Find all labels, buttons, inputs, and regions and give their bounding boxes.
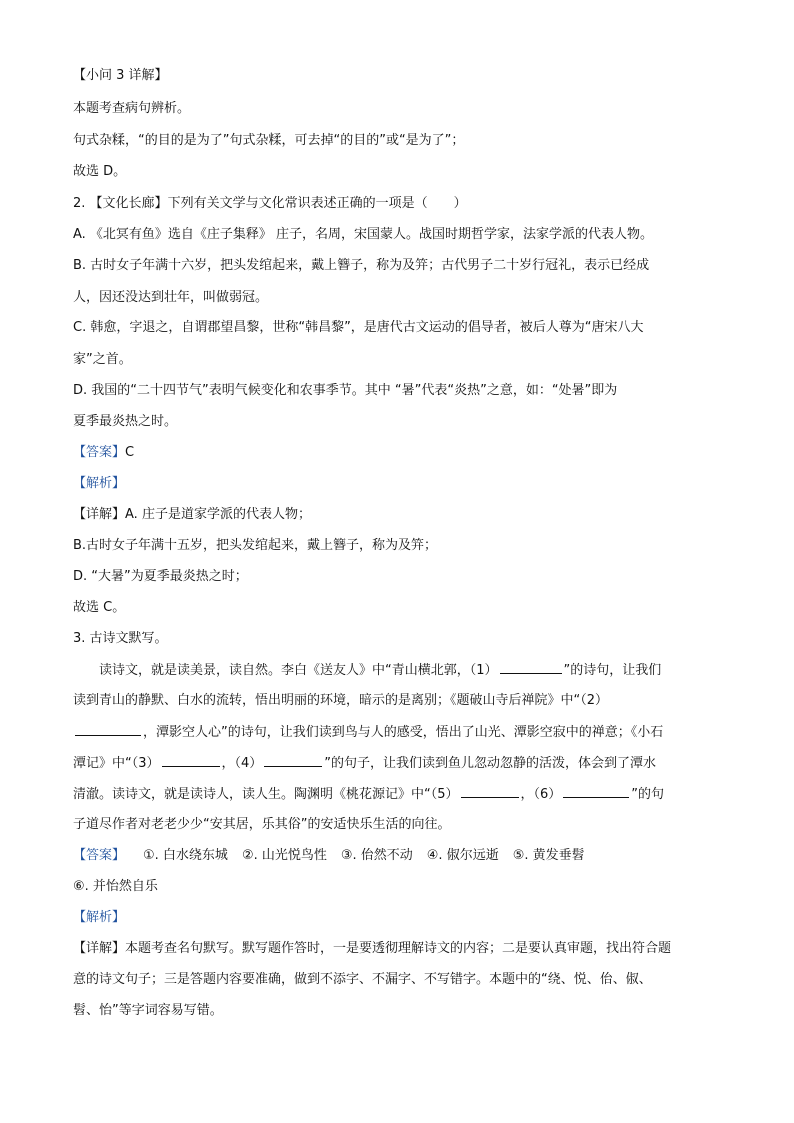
q2-option-c-cont: 家”之首。 xyxy=(73,352,132,367)
q2-option-c: C. 韩愈，字退之，自谓郡望昌黎，世称“韩昌黎”，是唐代古文运动的倡导者，被后人尊为“唐宋八大 xyxy=(73,320,644,335)
answer-item: ①. 白水绕东城 xyxy=(143,848,228,863)
q3-passage-line: 清澈。读诗文，就是读诗人，读人生。陶渊明《桃花源记》中“（5） ，（6） ”的句 xyxy=(73,784,733,805)
q3-analysis-tag: 【解析】 xyxy=(73,910,126,925)
q3-detail-line: 意的诗文句子；三是答题内容要准确，做到不添字、不漏字、不写错字。本题中的“绕、悦、佁、俶、 xyxy=(73,972,652,987)
answer-item: ②. 山光悦鸟性 xyxy=(241,848,327,863)
q3-detail-line: 髫、怡”等字词容易写错。 xyxy=(73,1003,223,1018)
q3-passage-line: 读到青山的静默、白水的流转，悟出明丽的环境，暗示的是离别；《题破山寺后禅院》中“（2） xyxy=(73,693,609,708)
answer-item: ⑤. 黄发垂髫 xyxy=(512,848,585,863)
q2-option-a: A. 《北冥有鱼》选自《庄子集释》 庄子，名周，宋国蒙人。战国时期哲学家，法家学派的代表人物。 xyxy=(73,227,654,242)
q2-option-d: D. 我国的“二十四节气”表明气候变化和农事季节。其中 “暑”代表“炎热”之意，如：“处暑”即为 xyxy=(73,383,618,398)
q2-option-b-cont: 人，因还没达到壮年，叫做弱冠。 xyxy=(73,290,269,305)
answer-item: ④. 俶尔远逝 xyxy=(426,848,499,863)
q2-stem-text: 下列有关文学与文化常识表述正确的一项是（ ） xyxy=(167,196,467,211)
q2-detail-line: B.古时女子年满十五岁，把头发绾起来，戴上簪子，称为及笄； xyxy=(73,538,438,553)
q3-passage-line: 潭记》中“（3） ，（4） ”的句子，让我们读到鱼儿忽动忽静的活泼，体会到了潭水 xyxy=(73,753,733,774)
q2-answer xyxy=(73,443,733,463)
q3-answer-cont: ⑥. 并怡然自乐 xyxy=(73,879,158,894)
q2-option-b: B. 古时女子年满十六岁，把头发绾起来，戴上簪子，称为及笄；古代男子二十岁行冠礼，表示已经成 xyxy=(73,258,650,273)
q2-detail xyxy=(73,505,733,525)
q2-number: 2. xyxy=(73,196,90,211)
q3-passage-line: ，潭影空人心”的诗句，让我们读到鸟与人的感受，悟出了山光、潭影空寂中的禅意；《小石 xyxy=(73,722,733,743)
answer-tag: 【答案】 xyxy=(73,445,126,460)
q2-option-d-cont: 夏季最炎热之时。 xyxy=(73,414,178,429)
detail-tag: 【详解】 xyxy=(73,507,126,522)
detail-text: 本题考查名句默写。默写题作答时，一是要透彻理解诗文的内容；二是要认真审题，找出符合题 xyxy=(125,941,672,956)
q2-stem xyxy=(73,194,733,214)
answer-tag: 【答案】 xyxy=(73,848,126,863)
q3-passage-line: 读诗文，就是读美景，读自然。李白《送友人》中“青山横北郭，（1） ”的诗句，让我们 xyxy=(99,660,759,681)
q3-detail xyxy=(73,939,733,959)
blank-1 xyxy=(500,660,562,674)
blank-2 xyxy=(75,722,141,736)
blank-3 xyxy=(162,753,220,767)
q2-analysis-tag: 【解析】 xyxy=(73,476,126,491)
blank-4 xyxy=(264,753,322,767)
q2-detail-line: 故选 C。 xyxy=(73,600,126,615)
q2-detail-line: D. “大暑”为夏季最炎热之时； xyxy=(73,569,248,584)
detail-tag: 【详解】 xyxy=(73,941,126,956)
q2-section-tag: 【文化长廊】 xyxy=(89,196,168,211)
blank-5 xyxy=(461,784,519,798)
q1-detail-line: 句式杂糅，“的目的是为了”句式杂糅，可去掉“的目的”或“是为了”； xyxy=(73,133,465,148)
q1-detail-heading: 【小问 3 详解】 xyxy=(73,68,168,83)
q3-stem: 3. 古诗文默写。 xyxy=(73,631,168,646)
q1-detail-line: 故选 D。 xyxy=(73,164,127,179)
q1-detail-line: 本题考查病句辨析。 xyxy=(73,101,191,116)
answer-item: ③. 佁然不动 xyxy=(340,848,413,863)
blank-6 xyxy=(563,784,629,798)
q3-answer xyxy=(73,846,733,866)
detail-text: A. 庄子是道家学派的代表人物； xyxy=(125,507,311,522)
q3-passage-line: 子道尽作者对老老少少“安其居，乐其俗”的安适快乐生活的向往。 xyxy=(73,817,451,832)
answer-value: C xyxy=(125,445,135,460)
